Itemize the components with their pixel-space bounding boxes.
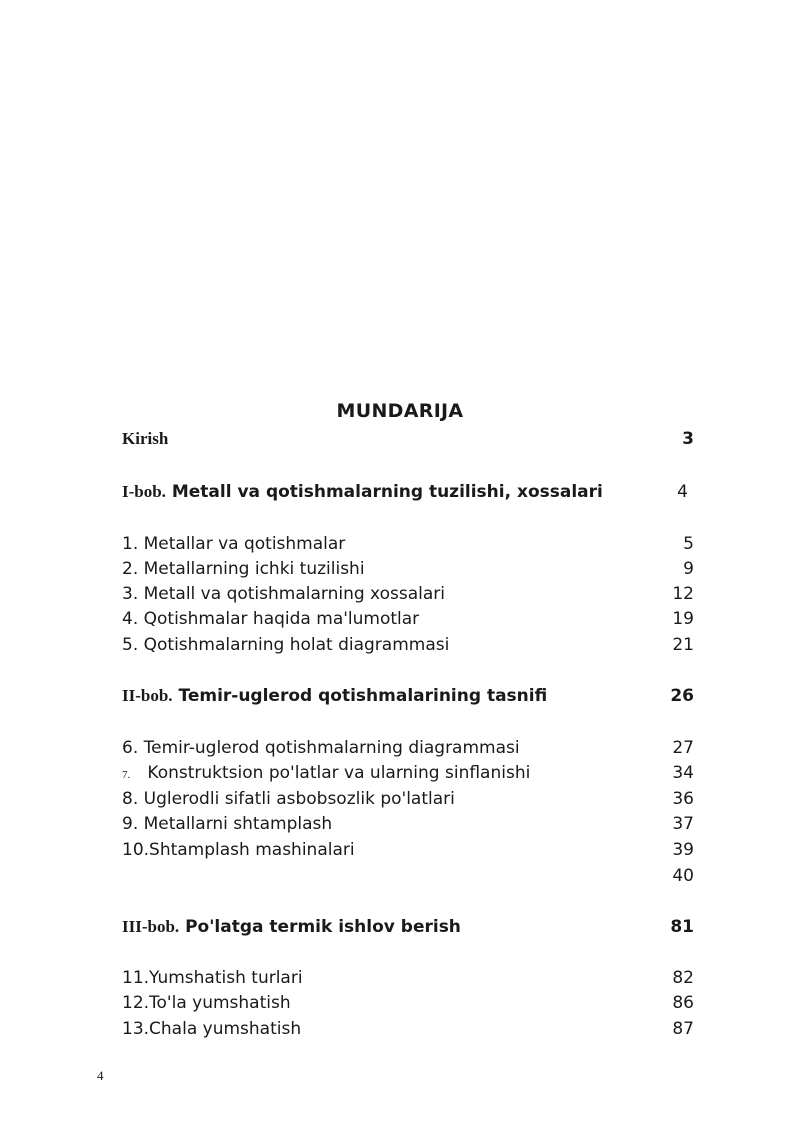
toc-entry-page: 39 [672,840,694,860]
toc-entry [122,812,694,836]
toc-entry-page: 9 [683,559,694,579]
toc-entry [122,966,694,990]
toc-entry-page: 86 [672,993,694,1013]
toc-entry-number: 7. [122,769,131,781]
toc-entry [122,582,694,606]
toc-chapter-2 [122,684,694,708]
toc-entry-page: 34 [672,763,694,783]
toc-entry-label: 13.Chala yumshatish [122,1019,302,1039]
toc-chapter-prefix: III-bob. [122,917,180,936]
toc-chapter-title: Metall va qotishmalarning tuzilishi, xossalari [165,482,603,502]
toc-chapter-page: 81 [670,917,694,937]
toc-entry-page: 40 [672,866,694,886]
toc-entry [122,761,694,785]
toc-entry [122,864,694,888]
toc-entry-label: Kirish [122,429,169,448]
toc-entry [122,736,694,760]
toc-entry-page: 5 [683,534,694,554]
toc-entry-page: 36 [672,789,694,809]
toc-chapter-label [122,915,461,939]
toc-title: MUNDARIJA [336,400,464,422]
toc-chapter-page: 26 [670,686,694,706]
toc-chapter-3 [122,915,694,939]
toc-entry-page: 37 [672,814,694,834]
page-number: 4 [97,1068,104,1083]
toc-chapter-1 [122,480,694,504]
toc-entry-intro [122,427,694,451]
toc-entry-label: 8. Uglerodli sifatli asbobsozlik po'latlari [122,789,455,809]
toc-entry-label: 9. Metallarni shtamplash [122,814,333,834]
toc-entry-label: 11.Yumshatish turlari [122,968,303,988]
toc-entry-label: 5. Qotishmalarning holat diagrammasi [122,635,450,655]
toc-entry-label: 10.Shtamplash mashinalari [122,840,355,860]
toc-entry-text: Konstruktsion po'latlar va ularning sinflanishi [142,763,531,783]
toc-entry-label: 4. Qotishmalar haqida ma'lumotlar [122,609,420,629]
toc-entry [122,787,694,811]
toc-entry-label: 6. Temir-uglerod qotishmalarning diagrammasi [122,738,520,758]
toc-entry [122,557,694,581]
toc-entry [122,1017,694,1041]
toc-entry-page: 87 [672,1019,694,1039]
toc-entry-page: 82 [672,968,694,988]
toc-entry-page: 27 [672,738,694,758]
toc-chapter-page: 4 [677,482,688,502]
toc-chapter-label [122,684,547,708]
toc-chapter-title: Po'latga termik ishlov berish [179,917,461,937]
toc-chapter-label [122,480,603,504]
toc-entry [122,532,694,556]
toc-entry-page: 3 [682,429,694,449]
toc-entry [122,607,694,631]
toc-entry [122,838,694,862]
toc-entry [122,991,694,1015]
toc-entry-label: 2. Metallarning ichki tuzilishi [122,559,365,579]
toc-chapter-prefix: II-bob. [122,686,173,705]
toc-entry-page: 19 [672,609,694,629]
toc-entry-page: 21 [672,635,694,655]
toc-entry-page: 12 [672,584,694,604]
toc-entry-label: 12.To'la yumshatish [122,993,291,1013]
toc-entry [122,633,694,657]
toc-entry-label [122,761,530,787]
toc-chapter-title: Temir-uglerod qotishmalarining tasnifi [172,686,548,706]
toc-chapter-prefix: I-bob. [122,482,166,501]
toc-entry-label: 3. Metall va qotishmalarning xossalari [122,584,445,604]
toc-entry-label: 1. Metallar va qotishmalar [122,534,346,554]
